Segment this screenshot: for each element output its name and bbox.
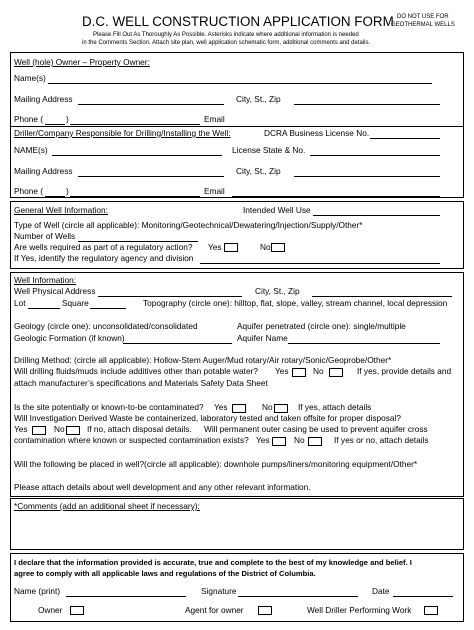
contaminated-no-checkbox[interactable]: [274, 404, 288, 413]
idw-no-label: No: [54, 424, 65, 434]
idw-yes-label: Yes: [14, 424, 28, 434]
msds-label: attach manufacturer’s specifications and Materials Safety Data Sheet: [14, 378, 268, 388]
aquifer-name-field[interactable]: [288, 343, 440, 344]
owner-name-field[interactable]: [48, 83, 432, 84]
contaminated-yes-label: Yes: [214, 402, 228, 412]
drilling-method-label: Drilling Method: (circle all applicable): Hollow-Stem Auger/Mud rotary/Air rotary/Sonic/Geoprobe/Other*: [14, 355, 392, 365]
fluids-yes-checkbox[interactable]: [292, 368, 306, 377]
driller-role-label: Well Driller Performing Work: [307, 605, 412, 615]
agent-role-checkbox[interactable]: [258, 606, 272, 615]
driller-phone-paren: ): [66, 186, 69, 196]
owner-role-checkbox[interactable]: [70, 606, 84, 615]
owner-mailing-field[interactable]: [78, 104, 224, 105]
casing-yes-label: Yes: [256, 435, 270, 445]
instructions-line-1: Please Fill Out As Thoroughly As Possible. Asterisks indicate where additional information is needed: [93, 32, 359, 38]
idw-no-checkbox[interactable]: [66, 426, 80, 435]
date-field[interactable]: [393, 596, 453, 597]
owner-phone-paren: ): [66, 114, 69, 124]
owner-email-label: Email: [204, 114, 225, 124]
well-type-label: Type of Well (circle all applicable): Monitoring/Geotechnical/Dewatering/Injection/Supply/Other*: [14, 220, 363, 230]
driller-state-license-label: License State & No.: [232, 145, 306, 155]
intended-use-label: Intended Well Use: [243, 205, 311, 215]
development-label: Please attach details about well development and any other relevant information.: [14, 482, 311, 492]
regulatory-yes-checkbox[interactable]: [224, 243, 238, 252]
driller-city-field[interactable]: [294, 176, 440, 177]
geology-label: Geology (circle one): unconsolidated/consolidated: [14, 321, 198, 331]
owner-city-label: City, St., Zip: [236, 94, 281, 104]
owner-phone-label: Phone (: [14, 114, 44, 124]
name-print-field[interactable]: [66, 596, 186, 597]
formation-field[interactable]: [123, 343, 232, 344]
signature-label: Signature: [201, 586, 237, 596]
driller-state-license-field[interactable]: [310, 155, 440, 156]
aquifer-name-label: Aquifer Name: [237, 333, 288, 343]
physical-address-label: Well Physical Address: [14, 286, 96, 296]
fluids-details-label: If yes, provide details and: [357, 366, 452, 376]
owner-role-label: Owner: [38, 605, 63, 615]
owner-phone-area-field[interactable]: [45, 124, 65, 125]
owner-heading: Well (hole) Owner – Property Owner:: [14, 57, 150, 67]
regulatory-agency-field[interactable]: [200, 263, 440, 264]
driller-phone-area-field[interactable]: [45, 196, 65, 197]
driller-names-field[interactable]: [52, 155, 222, 156]
section-divider: [10, 126, 464, 127]
well-info-heading: Well Information:: [14, 275, 77, 285]
driller-city-label: City, St., Zip: [236, 166, 281, 176]
notice-line-1: DO NOT USE FOR: [397, 14, 449, 20]
driller-mailing-field[interactable]: [78, 176, 224, 177]
idw-disposal-label: If no, attach disposal details.: [87, 424, 192, 434]
physical-address-field[interactable]: [98, 296, 242, 297]
driller-license-field[interactable]: [370, 138, 440, 139]
driller-phone-label: Phone (: [14, 186, 44, 196]
driller-mailing-label: Mailing Address: [14, 166, 73, 176]
declaration-line-2: agree to comply with all applicable laws and regulations of the District of Columbia.: [14, 569, 316, 578]
idw-question: Will Investigation Derived Waste be containerized, laboratory tested and taken offsite for proper disposal?: [14, 413, 401, 423]
casing-no-label: No: [294, 435, 305, 445]
owner-name-label: Name(s): [14, 73, 46, 83]
signature-field[interactable]: [238, 596, 358, 597]
owner-mailing-label: Mailing Address: [14, 94, 73, 104]
comments-heading: *Comments (add an additional sheet if necessary):: [14, 501, 200, 511]
placed-in-well-label: Will the following be placed in well?(circle all applicable): downhole pumps/liners/monitoring equipment/Other*: [14, 459, 418, 469]
contaminated-no-label: No: [262, 402, 273, 412]
topography-label: Topography (circle one): hilltop, flat, slope, valley, stream channel, local depression: [143, 298, 448, 308]
agent-role-label: Agent for owner: [185, 605, 244, 615]
driller-license-label: DCRA Business License No.: [264, 128, 370, 138]
casing-question-2: contamination where known or suspected contamination exists?: [14, 435, 249, 445]
name-print-label: Name (print): [14, 586, 61, 596]
instructions-line-2: in the Comments Section. Attach site plan, well application schematic form, additional comments and details.: [82, 40, 371, 46]
square-label: Square: [62, 298, 89, 308]
contaminated-details-label: If yes, attach details: [298, 402, 372, 412]
formation-label: Geologic Formation (if known): [14, 333, 125, 343]
regulatory-agency-label: If Yes, identify the regulatory agency and division: [14, 253, 194, 263]
owner-phone-field[interactable]: [70, 124, 200, 125]
notice-line-2: GEOTHERMAL WELLS: [391, 22, 455, 28]
fluids-yes-label: Yes: [275, 366, 289, 376]
well-city-field[interactable]: [312, 296, 452, 297]
driller-heading: Driller/Company Responsible for Drilling/Installing the Well:: [14, 128, 231, 138]
contaminated-yes-checkbox[interactable]: [232, 404, 246, 413]
regulatory-question: Are wells required as part of a regulatory action?: [14, 242, 193, 252]
driller-names-label: NAME(s): [14, 145, 48, 155]
lot-field[interactable]: [28, 308, 60, 309]
casing-no-checkbox[interactable]: [308, 437, 322, 446]
driller-role-checkbox[interactable]: [424, 606, 438, 615]
square-field[interactable]: [90, 308, 126, 309]
owner-city-field[interactable]: [294, 104, 440, 105]
intended-use-field[interactable]: [313, 215, 440, 216]
well-city-label: City, St., Zip: [255, 286, 300, 296]
aquifer-penetrated-label: Aquifer penetrated (circle one): single/multiple: [237, 321, 406, 331]
fluids-no-checkbox[interactable]: [329, 368, 343, 377]
contaminated-question: Is the site potentially or known-to-be contaminated?: [14, 402, 204, 412]
date-label: Date: [372, 586, 390, 596]
fluids-question: Will drilling fluids/muds include additives other than potable water?: [14, 366, 258, 376]
general-heading: General Well Information:: [14, 205, 108, 215]
idw-yes-checkbox[interactable]: [32, 426, 46, 435]
number-of-wells-label: Number of Wells: [14, 231, 76, 241]
casing-question-1: Will permanent outer casing be used to prevent aquifer cross: [204, 424, 428, 434]
lot-label: Lot: [14, 298, 26, 308]
driller-email-field[interactable]: [232, 196, 440, 197]
driller-email-label: Email: [204, 186, 225, 196]
regulatory-yes-label: Yes: [208, 242, 222, 252]
driller-phone-field[interactable]: [70, 196, 200, 197]
casing-details-label: If yes or no, attach details: [334, 435, 429, 445]
casing-yes-checkbox[interactable]: [272, 437, 286, 446]
regulatory-no-checkbox[interactable]: [271, 243, 285, 252]
regulatory-no-label: No: [260, 242, 271, 252]
fluids-no-label: No: [313, 366, 324, 376]
form-title: D.C. WELL CONSTRUCTION APPLICATION FORM: [82, 14, 394, 29]
declaration-line-1: I declare that the information provided is accurate, true and complete to the best of my knowledge and belief. I: [14, 558, 412, 567]
